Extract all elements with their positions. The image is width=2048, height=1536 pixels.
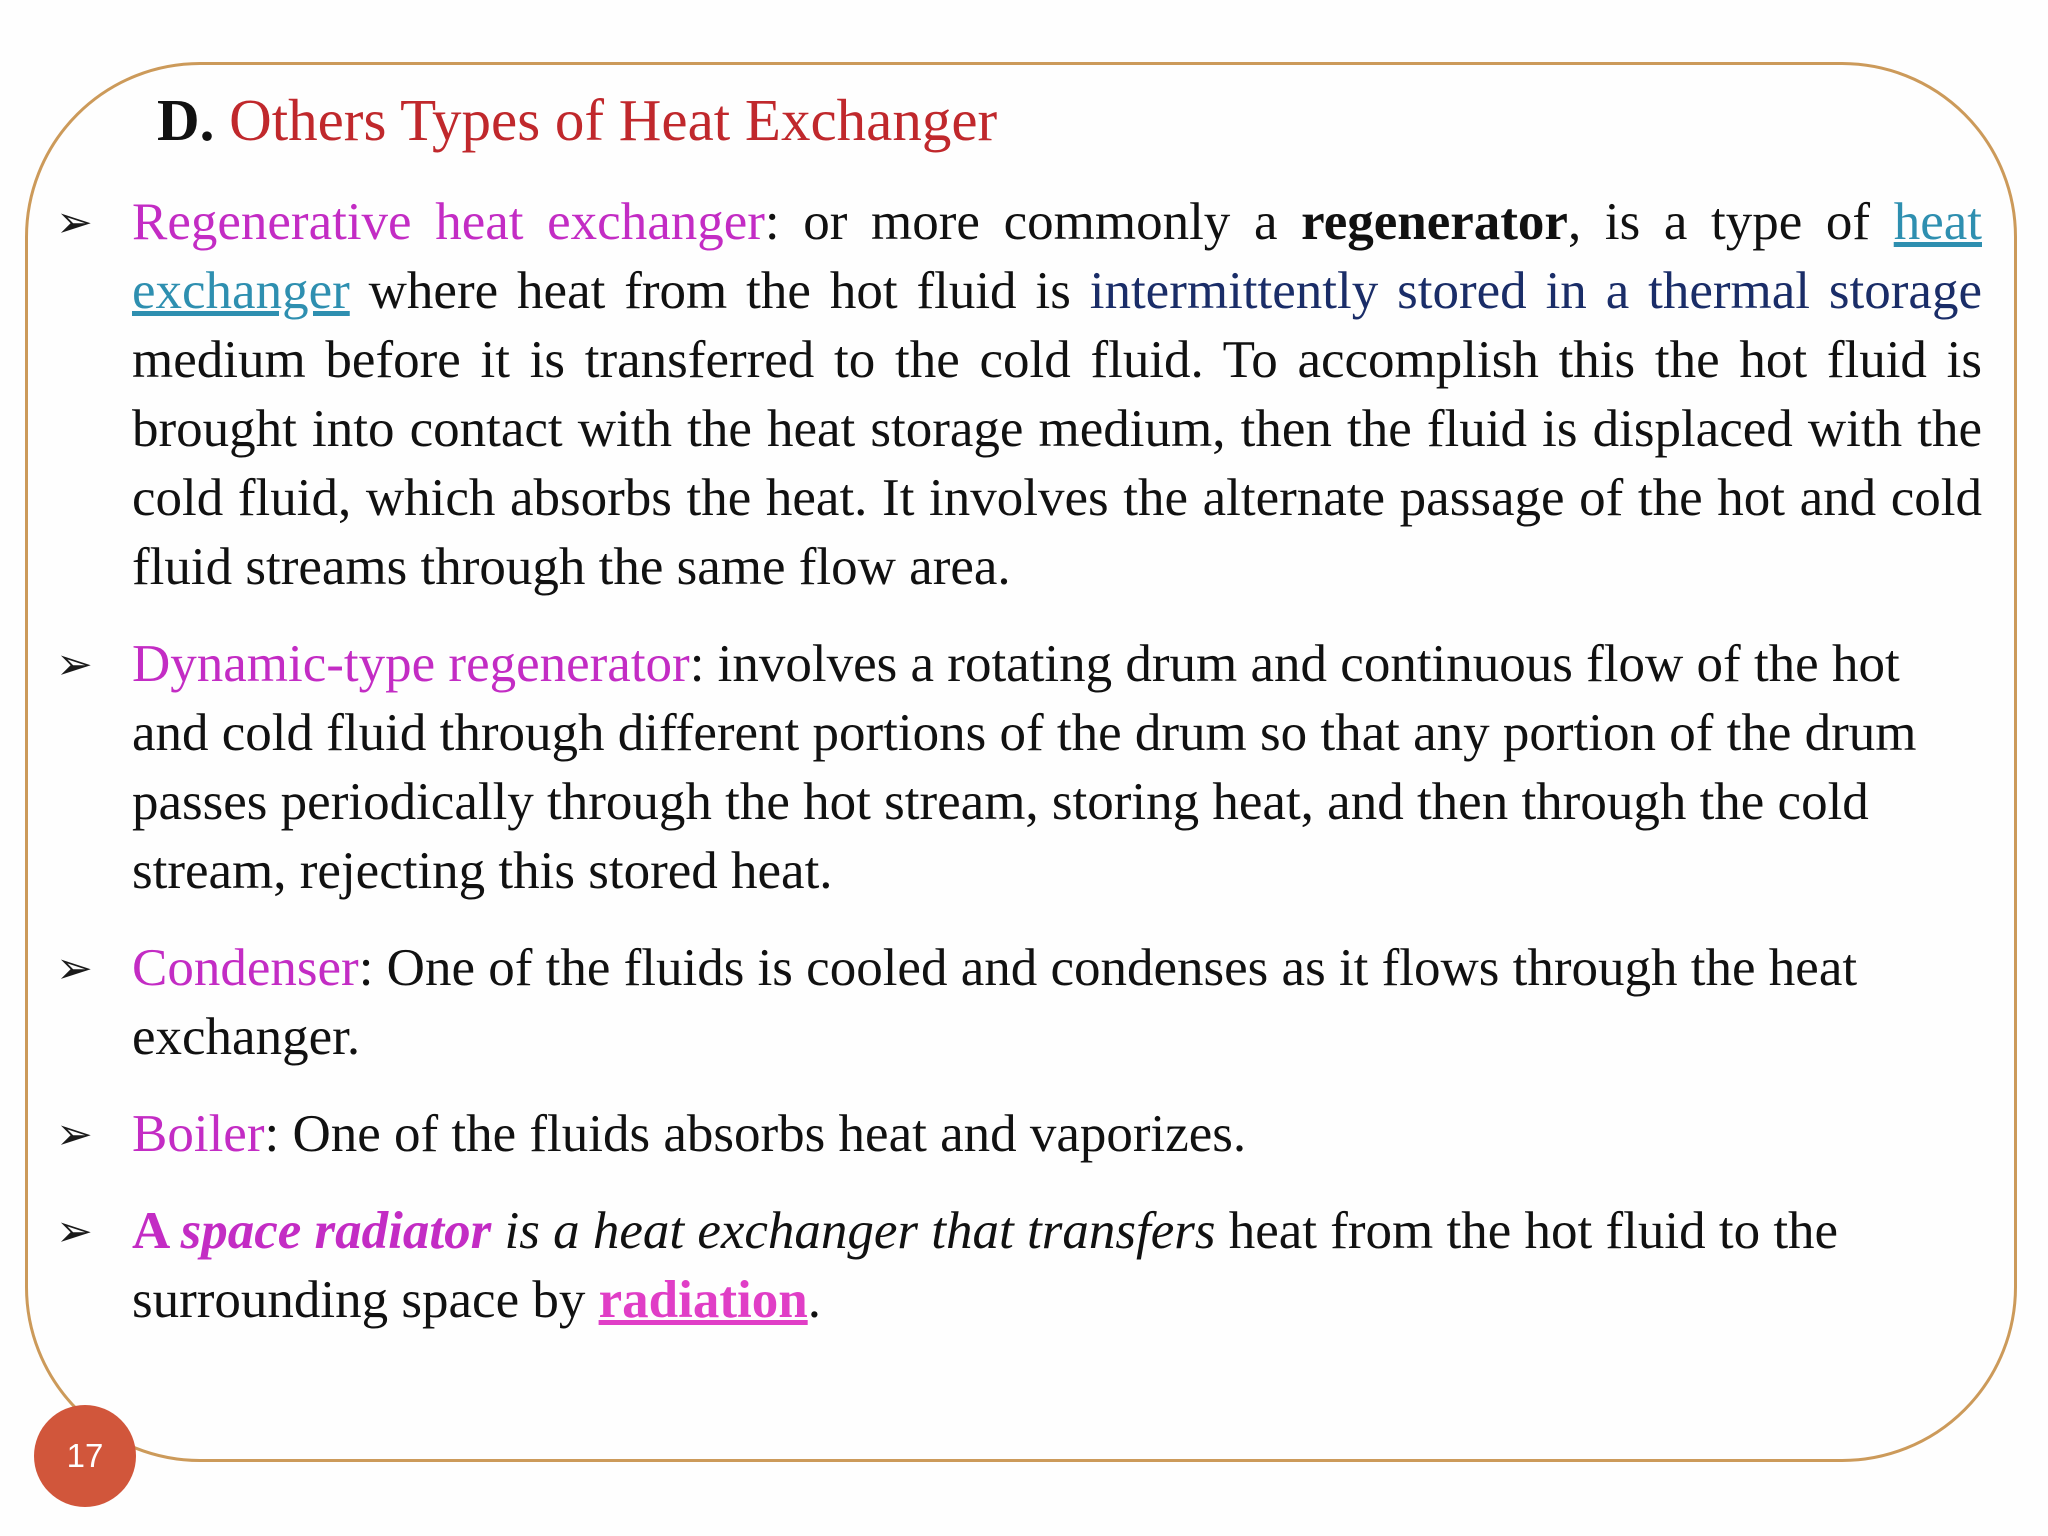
bullet-list xyxy=(56,188,1982,1363)
term-regenerator: regenerator xyxy=(1301,193,1568,251)
highlight-text: intermittently stored in a thermal storage xyxy=(1089,262,1982,320)
bullet-boiler xyxy=(56,1100,1982,1169)
text-segment: . xyxy=(807,1271,821,1329)
text-segment: : involves a rotating drum and continuous flow of the hot and cold fluid through different portions of the drum so that any portion of the drum passes periodically through the hot stream, storing heat, and then through the cold stream, rejecting this stored heat. xyxy=(132,635,1917,900)
bullet-space-radiator xyxy=(56,1197,1982,1335)
term-regenerative: Regenerative heat exchanger xyxy=(132,193,765,251)
term-space-radiator: space radiator xyxy=(180,1202,492,1260)
arrow-bullet-icon: ➢ xyxy=(56,1206,93,1257)
text-segment: where heat from the hot fluid is xyxy=(349,262,1090,320)
bullet-dynamic xyxy=(56,630,1982,906)
title-prefix: D. xyxy=(157,87,215,153)
text-segment: medium before it is transferred to the cold fluid. To accomplish this the hot fluid is brought into contact with the heat storage medium, then the fluid is displaced with the cold fluid, which absorbs the heat. It involves the alternate passage of the hot and cold fluid streams through the same flow area. xyxy=(132,331,1982,596)
text-segment: , is a type of xyxy=(1567,193,1894,251)
arrow-bullet-icon: ➢ xyxy=(56,943,93,994)
text-segment: : or more commonly a xyxy=(764,193,1302,251)
arrow-bullet-icon: ➢ xyxy=(56,197,93,248)
term-boiler: Boiler xyxy=(132,1105,265,1163)
page-number-badge: 17 xyxy=(34,1405,136,1507)
title-text: Others Types of Heat Exchanger xyxy=(229,87,998,153)
arrow-bullet-icon: ➢ xyxy=(56,1109,93,1160)
text-segment: : One of the fluids is cooled and condenses as it flows through the heat exchanger. xyxy=(132,939,1858,1066)
text-segment: : One of the fluids absorbs heat and vaporizes. xyxy=(264,1105,1247,1163)
text-segment: heat from the hot fluid to the surrounding space by xyxy=(132,1202,1839,1329)
bullet-regenerative xyxy=(56,188,1982,602)
bullet-condenser xyxy=(56,934,1982,1072)
heat-exchanger-link[interactable]: heat exchanger xyxy=(132,193,1982,320)
term-lead: A xyxy=(132,1202,181,1260)
italic-text: is a heat exchanger that transfers xyxy=(491,1202,1216,1260)
term-dynamic: Dynamic-type regenerator xyxy=(132,635,690,693)
slide-title xyxy=(157,84,997,156)
arrow-bullet-icon: ➢ xyxy=(56,639,93,690)
radiation-link[interactable]: radiation xyxy=(598,1271,808,1329)
term-condenser: Condenser xyxy=(132,939,359,997)
